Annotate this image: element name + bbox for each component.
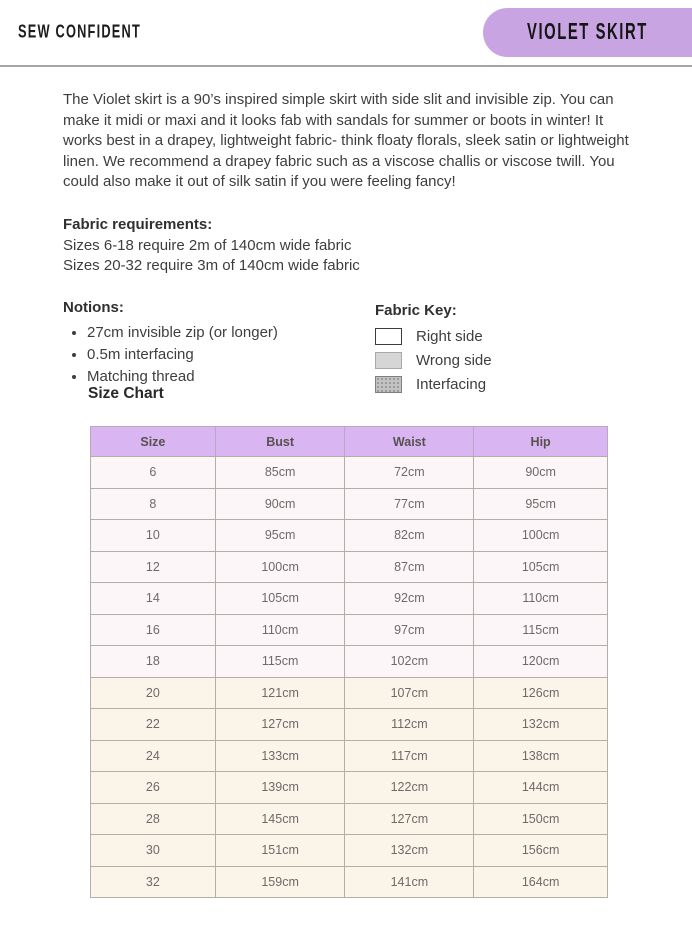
table-cell: 90cm (474, 457, 608, 489)
fabric-requirements-heading: Fabric requirements: (63, 216, 213, 233)
table-cell: 150cm (474, 803, 608, 835)
size-table-body (91, 457, 608, 898)
column-header-hip: Hip (474, 427, 608, 457)
table-cell: 132cm (345, 835, 474, 867)
table-cell: 77cm (345, 488, 474, 520)
table-cell: 141cm (345, 866, 474, 898)
table-cell: 100cm (474, 520, 608, 552)
fabric-key-label: Wrong side (416, 352, 492, 369)
table-cell: 32 (91, 866, 216, 898)
table-cell: 24 (91, 740, 216, 772)
table-cell: 90cm (215, 488, 345, 520)
table-cell: 12 (91, 551, 216, 583)
intro-paragraph: The Violet skirt is a 90’s inspired simple skirt with side slit and invisible zip. You can make it midi or maxi and it looks fab with sandals for summer or boots in winter! It works best in a drapey, lightweight fabric- think floaty florals, sleek satin or lightweight linen. We recommend a drapey fabric such as a viscose challis or viscose twill. You could also make it out of silk satin if you were feeling fancy! (63, 91, 629, 190)
notions-heading: Notions: (63, 299, 124, 316)
table-row (91, 709, 608, 741)
table-cell: 26 (91, 772, 216, 804)
table-row (91, 835, 608, 867)
table-row (91, 457, 608, 489)
size-chart-table (90, 426, 608, 898)
table-cell: 28 (91, 803, 216, 835)
fabric-key-label: Right side (416, 328, 483, 345)
size-table-head (91, 427, 608, 457)
table-cell: 110cm (474, 583, 608, 615)
table-cell: 139cm (215, 772, 345, 804)
table-row (91, 551, 608, 583)
table-cell: 97cm (345, 614, 474, 646)
table-row (91, 803, 608, 835)
table-row (91, 646, 608, 678)
table-cell: 122cm (345, 772, 474, 804)
table-cell: 18 (91, 646, 216, 678)
fabric-key-item (375, 352, 615, 370)
notions-section (63, 298, 363, 388)
table-cell: 87cm (345, 551, 474, 583)
table-cell: 110cm (215, 614, 345, 646)
table-row (91, 520, 608, 552)
table-cell: 95cm (474, 488, 608, 520)
column-header-waist: Waist (345, 427, 474, 457)
table-cell: 105cm (474, 551, 608, 583)
fabric-key-label: Interfacing (416, 376, 487, 393)
table-row (91, 583, 608, 615)
wrong-side-swatch-icon (375, 352, 402, 369)
list-item: • 27cm invisible zip (or longer) (87, 322, 363, 344)
list-item: • 0.5m interfacing (87, 344, 363, 366)
table-row (91, 772, 608, 804)
table-cell: 100cm (215, 551, 345, 583)
table-cell: 105cm (215, 583, 345, 615)
column-header-bust: Bust (215, 427, 345, 457)
table-cell: 159cm (215, 866, 345, 898)
table-cell: 6 (91, 457, 216, 489)
table-cell: 120cm (474, 646, 608, 678)
table-cell: 85cm (215, 457, 345, 489)
table-cell: 121cm (215, 677, 345, 709)
table-cell: 156cm (474, 835, 608, 867)
fabric-key-item (375, 376, 615, 394)
table-cell: 112cm (345, 709, 474, 741)
table-cell: 16 (91, 614, 216, 646)
table-row (91, 677, 608, 709)
table-cell: 82cm (345, 520, 474, 552)
table-cell: 115cm (474, 614, 608, 646)
list-item: • Matching thread (87, 366, 363, 388)
table-cell: 133cm (215, 740, 345, 772)
table-cell: 127cm (215, 709, 345, 741)
table-cell: 10 (91, 520, 216, 552)
table-cell: 126cm (474, 677, 608, 709)
fabric-requirement-line: Sizes 20-32 require 3m of 140cm wide fabric (63, 257, 360, 274)
table-cell: 72cm (345, 457, 474, 489)
table-row (91, 614, 608, 646)
fabric-key-heading: Fabric Key: (375, 302, 457, 319)
column-header-size: Size (91, 427, 216, 457)
table-cell: 22 (91, 709, 216, 741)
size-chart-heading: Size Chart (88, 385, 164, 402)
table-cell: 30 (91, 835, 216, 867)
table-cell: 117cm (345, 740, 474, 772)
fabric-key-section (375, 301, 615, 394)
table-header-row (91, 427, 608, 457)
table-row (91, 866, 608, 898)
table-cell: 95cm (215, 520, 345, 552)
table-cell: 127cm (345, 803, 474, 835)
pattern-title: VIOLET SKIRT (527, 19, 648, 45)
interfacing-swatch-icon (375, 376, 402, 393)
table-row (91, 488, 608, 520)
table-cell: 144cm (474, 772, 608, 804)
table-cell: 20 (91, 677, 216, 709)
table-cell: 102cm (345, 646, 474, 678)
brand-logo-text: SEW CONFIDENT (18, 22, 141, 43)
right-side-swatch-icon (375, 328, 402, 345)
fabric-requirements-section (63, 215, 563, 277)
header-divider (0, 65, 692, 67)
table-cell: 92cm (345, 583, 474, 615)
table-cell: 14 (91, 583, 216, 615)
table-cell: 8 (91, 488, 216, 520)
table-cell: 145cm (215, 803, 345, 835)
pattern-title-badge (483, 8, 692, 57)
notions-list (87, 322, 363, 388)
table-cell: 115cm (215, 646, 345, 678)
fabric-key-item (375, 328, 615, 346)
table-cell: 151cm (215, 835, 345, 867)
table-cell: 164cm (474, 866, 608, 898)
table-cell: 138cm (474, 740, 608, 772)
table-cell: 107cm (345, 677, 474, 709)
table-row (91, 740, 608, 772)
table-cell: 132cm (474, 709, 608, 741)
fabric-requirement-line: Sizes 6-18 require 2m of 140cm wide fabric (63, 236, 352, 254)
